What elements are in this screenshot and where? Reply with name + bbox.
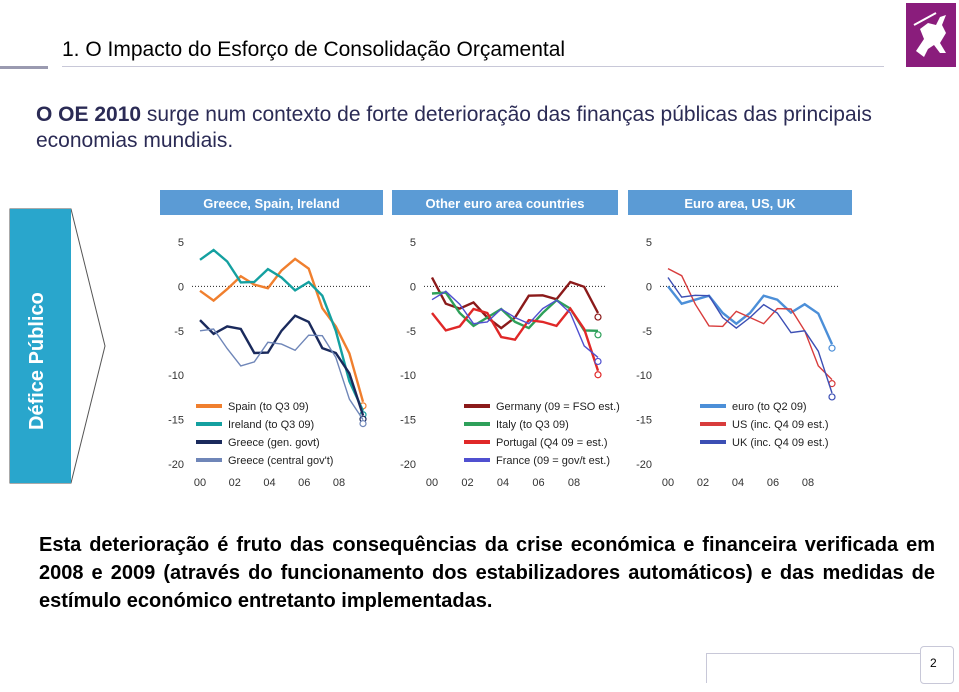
chart-title: Greece, Spain, Ireland: [203, 196, 340, 211]
x-tick-label: 04: [496, 477, 510, 489]
legend-label: Portugal (Q4 09 = est.): [496, 437, 608, 449]
y-tick-label: -5: [406, 325, 416, 338]
legend-label: US (inc. Q4 09 est.): [732, 419, 829, 431]
series-line-2: [668, 278, 832, 394]
y-tick-label: -20: [168, 459, 184, 471]
y-tick-label: -20: [400, 459, 416, 471]
x-tick-label: 00: [193, 477, 207, 489]
series-endpoint-2: [829, 394, 835, 400]
y-tick-label: 5: [177, 237, 184, 249]
legend-label: Greece (gen. govt): [228, 437, 320, 449]
x-tick-label: 02: [696, 477, 710, 489]
y-tick-label: 0: [645, 281, 652, 294]
y-tick-label: -15: [168, 414, 184, 427]
y-tick-label: -5: [642, 325, 652, 338]
page-title: 1. O Impacto do Esforço de Consolidação Orçamental: [62, 38, 566, 61]
deficit-label: Défice Público: [26, 292, 48, 430]
y-tick-label: -10: [636, 370, 652, 383]
y-tick-label: -5: [174, 325, 184, 338]
legend-label: Spain (to Q3 09): [228, 401, 309, 413]
legend-label: Greece (central gov't): [228, 455, 334, 467]
series-endpoint-0: [595, 314, 601, 320]
chart-panel-1: [392, 190, 620, 489]
x-tick-label: 02: [461, 477, 474, 489]
page-number-box: [920, 646, 954, 684]
subtitle-rest: surge num contexto de forte deterioração das finanças públicas das principais economias mundiais.: [36, 103, 872, 152]
x-tick-label: 08: [567, 477, 581, 489]
series-line-3: [432, 291, 598, 357]
series-endpoint-2: [595, 372, 601, 378]
y-tick-label: -15: [400, 414, 416, 427]
y-tick-label: -10: [400, 370, 416, 383]
subtitle-bold: O OE 2010: [36, 103, 142, 126]
page-number: 2: [930, 656, 937, 670]
chart-panel-2: [628, 190, 852, 489]
conclusion-text: Esta deterioração é fruto das consequências da crise económica e financeira verificada em 2008 e 2009 (através do funcionamento dos estabilizadores automáticos) e das medidas de estímulo económico entretanto implementadas.: [39, 534, 935, 612]
x-tick-label: 08: [332, 477, 346, 489]
chart-title: Other euro area countries: [425, 196, 585, 211]
deficit-charts: [158, 188, 858, 498]
y-tick-label: -10: [168, 370, 184, 383]
series-line-1: [668, 269, 832, 380]
legend-label: Germany (09 = FSO est.): [496, 401, 620, 413]
series-endpoint-0: [829, 345, 835, 351]
chart-panel-0: [160, 190, 383, 489]
legend-label: Ireland (to Q3 09): [228, 419, 315, 431]
y-tick-label: 5: [409, 237, 416, 249]
x-tick-label: 08: [801, 477, 815, 489]
legend-label: Italy (to Q3 09): [496, 419, 569, 431]
centaur-logo-icon: [906, 3, 956, 67]
footer-divider: [706, 653, 707, 683]
logo: [906, 3, 956, 67]
legend-label: UK (inc. Q4 09 est.): [732, 437, 829, 449]
x-tick-label: 06: [532, 477, 545, 489]
y-tick-label: 0: [409, 281, 416, 294]
series-endpoint-3: [595, 358, 601, 364]
chart-title: Euro area, US, UK: [684, 196, 796, 211]
title-accent-bar: [0, 66, 48, 69]
y-tick-label: -20: [636, 459, 652, 471]
series-endpoint-1: [595, 332, 601, 338]
x-tick-label: 02: [228, 477, 241, 489]
x-tick-label: 04: [263, 477, 276, 489]
x-tick-label: 00: [425, 477, 439, 489]
y-tick-label: 0: [177, 281, 184, 294]
y-tick-label: 5: [645, 237, 652, 249]
y-tick-label: -15: [636, 414, 652, 427]
title-underline: [62, 66, 884, 67]
footer-rule: [706, 653, 921, 654]
series-endpoint-3: [360, 421, 366, 427]
deficit-side-panel: [9, 208, 107, 484]
x-tick-label: 00: [661, 477, 675, 489]
x-tick-label: 06: [766, 477, 780, 489]
legend-label: France (09 = gov/t est.): [496, 455, 611, 467]
x-tick-label: 06: [298, 477, 311, 489]
x-tick-label: 04: [731, 477, 745, 489]
subtitle: [36, 102, 936, 154]
legend-label: euro (to Q2 09): [732, 401, 807, 413]
